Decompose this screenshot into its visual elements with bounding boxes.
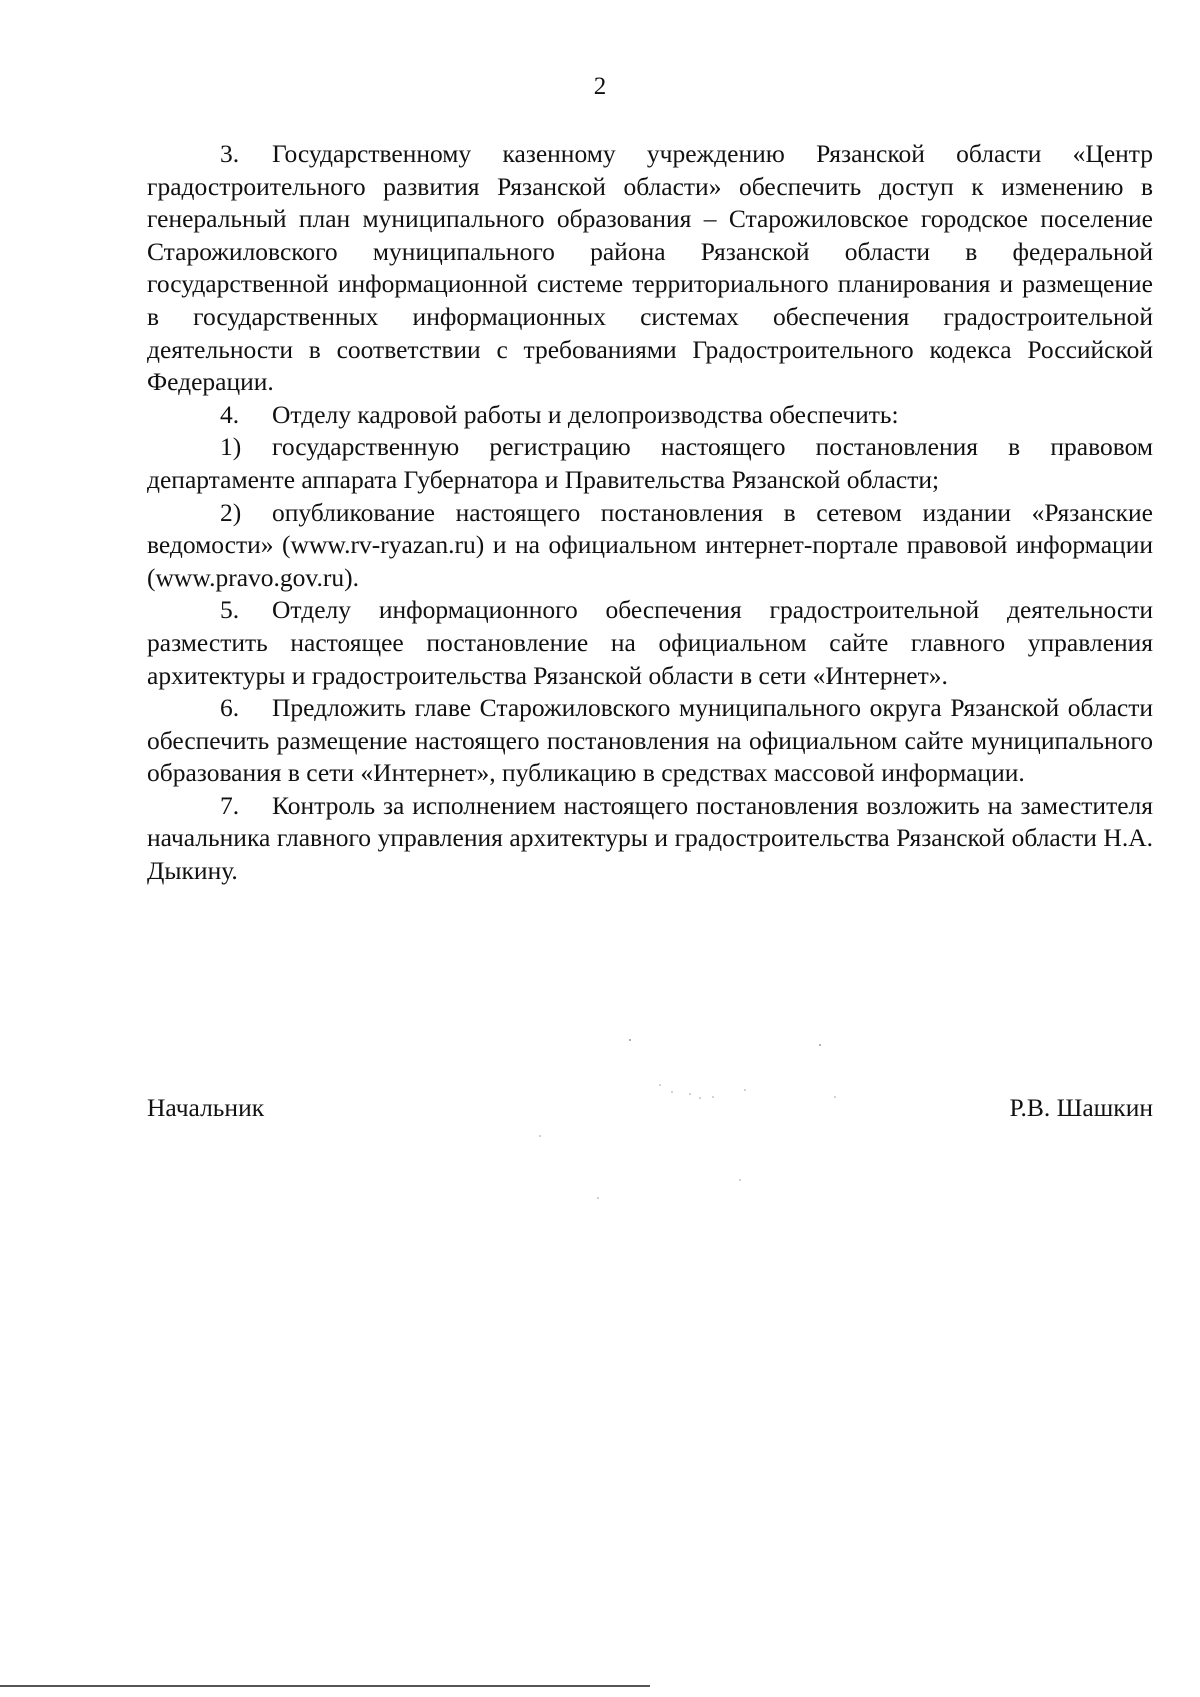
speck	[629, 1039, 631, 1041]
paragraph-text: Отделу кадровой работы и делопроизводства обеспечить:	[272, 399, 899, 429]
paragraph-7	[147, 790, 1153, 888]
signatory-name: Р.В. Шашкин	[1009, 1093, 1153, 1122]
paragraph-number: 3.	[220, 139, 240, 168]
paragraph-number: 4.	[220, 399, 240, 429]
speck	[659, 1084, 661, 1086]
signature-block	[147, 1092, 1153, 1126]
paragraph-number: 2)	[220, 497, 242, 527]
paragraph-text: Государственному казенному учреждению Рязанской области «Центр градостроительного развития Рязанской области» обеспечить доступ к изменению в генеральный план муниципального образования – Старожиловское городское поселение Старожиловского муниципального района Рязанской области в федеральной государственной информационной системе территориального планирования и размещение в государственных информационных системах обеспечения градостроительной деятельности в соответствии с требованиями Градостроительного кодекса Российской Федерации.	[147, 139, 1153, 397]
paragraph-6	[147, 692, 1153, 790]
paragraph-number: 6.	[220, 693, 240, 723]
paragraph-4-2	[147, 497, 1153, 595]
paragraph-number: 5.	[220, 595, 240, 625]
paragraph-text: государственную регистрацию настоящего постановления в правовом департаменте аппарата Губернатора и Правительства Рязанской области;	[147, 432, 1153, 494]
paragraph-5	[147, 594, 1153, 692]
speck	[819, 1044, 821, 1046]
bottom-scan-edge-line	[0, 1685, 650, 1687]
paragraph-text: Отделу информационного обеспечения градостроительной деятельности разместить настоящее постановление на официальном сайте главного управления архитектуры и градостроительства Рязанской области в сети «Интернет».	[147, 595, 1153, 690]
signatory-position: Начальник	[147, 1093, 265, 1122]
paragraph-text: Предложить главе Старожиловского муниципального округа Рязанской области обеспечить размещение настоящего постановления на официальном сайте муниципального образования в сети «Интернет», публикацию в средствах массовой информации.	[147, 693, 1153, 788]
speck	[539, 1135, 541, 1137]
paragraph-4	[147, 399, 1153, 432]
paragraph-text: опубликование настоящего постановления в сетевом издании «Рязанские ведомости» (www.rv-ryazan.ru) и на официальном интернет-портале правовой информации (www.pravo.gov.ru).	[147, 497, 1153, 592]
paragraph-number: 7.	[220, 790, 240, 820]
speck	[744, 1089, 746, 1091]
page-number: 2	[593, 73, 607, 100]
speck	[739, 1179, 741, 1181]
document-body	[147, 138, 1153, 888]
paragraph-text: Контроль за исполнением настоящего постановления возложить на заместителя начальника главного управления архитектуры и градостроительства Рязанской области Н.А. Дыкину.	[147, 790, 1153, 886]
paragraph-4-1	[147, 431, 1153, 496]
speck	[597, 1197, 599, 1199]
paragraph-number: 1)	[220, 432, 242, 462]
paragraph-3	[147, 138, 1153, 399]
